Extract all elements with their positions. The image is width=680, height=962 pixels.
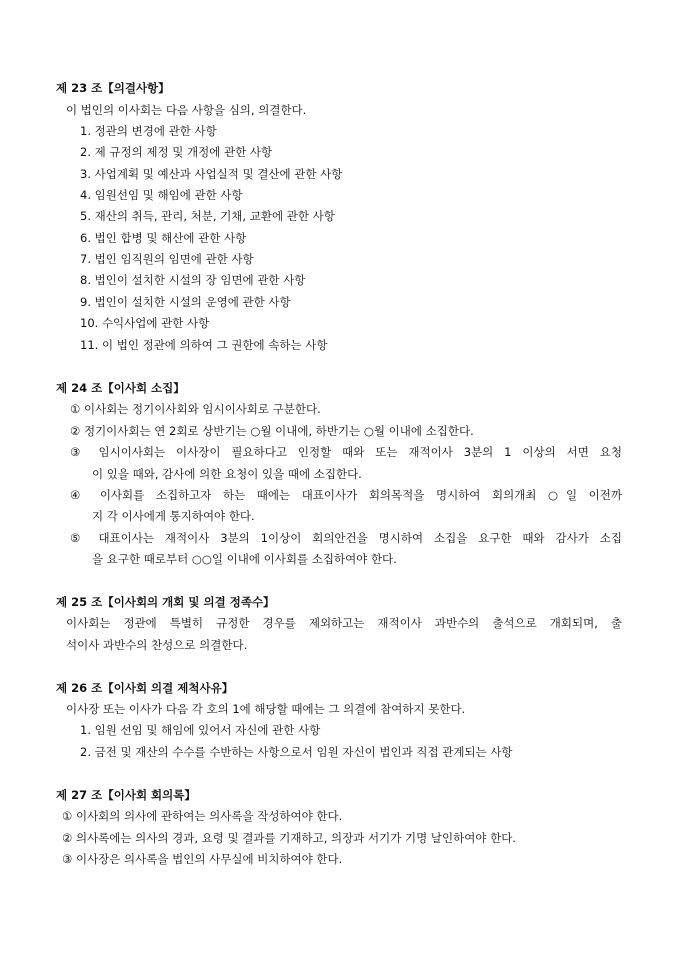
article-27-clause: ③ 이사장은 의사록을 법인의 사무실에 비치하여야 한다. xyxy=(62,852,343,866)
article-23-item: 2. 제 규정의 제정 및 개정에 관한 사항 xyxy=(80,145,273,159)
article-26-title: 제 26 조【이사회 의결 제척사유】 xyxy=(56,681,234,695)
article-24-clause-cont: 이 있을 때와, 감사에 의한 요청이 있을 때에 소집한다. xyxy=(92,467,362,481)
article-23-item: 6. 법인 합병 및 해산에 관한 사항 xyxy=(80,231,247,245)
article-27-clause: ① 이사회의 의사에 관하여는 의사록을 작성하여야 한다. xyxy=(62,809,343,823)
article-24-clause-cont: 지 각 이사에게 통지하여야 한다. xyxy=(92,509,255,523)
article-27-title: 제 27 조【이사회 회의록】 xyxy=(56,788,196,802)
article-23-item: 3. 사업계획 및 예산과 사업실적 및 결산에 관한 사항 xyxy=(80,167,343,181)
article-24-clause: ⑤ 대표이사는 재적이사 3분의 1이상이 회의안건을 명시하여 소집을 요구한 때와 감사가 소집 xyxy=(70,531,622,545)
article-24-clause-cont: 을 요구한 때로부터 ○○일 이내에 이사회를 소집하여야 한다. xyxy=(92,552,397,566)
article-23-title: 제 23 조【의결사항】 xyxy=(56,81,170,95)
article-26-item: 2. 금전 및 재산의 수수를 수반하는 사항으로서 임원 자신이 법인과 직접 관계되는 사항 xyxy=(80,745,513,759)
article-23-item: 1. 정관의 변경에 관한 사항 xyxy=(80,124,217,138)
article-24-clause: ③ 임시이사회는 이사장이 필요하다고 인정할 때와 또는 재적이사 3분의 1 이상의 서면 요청 xyxy=(70,445,622,459)
article-23-item: 5. 재산의 취득, 관리, 처분, 기채, 교환에 관한 사항 xyxy=(80,209,335,223)
article-27-clause: ② 의사록에는 의사의 경과, 요령 및 결과를 기재하고, 의장과 서기가 기명 날인하여야 한다. xyxy=(62,831,516,845)
article-26-item: 1. 임원 선임 및 해임에 있어서 자신에 관한 사항 xyxy=(80,723,321,737)
article-26-intro: 이사장 또는 이사가 다음 각 호의 1에 해당할 때에는 그 의결에 참여하지 못한다. xyxy=(66,702,466,716)
article-23-item: 9. 법인이 설치한 시설의 운영에 관한 사항 xyxy=(80,295,291,309)
article-23-item: 10. 수익사업에 관한 사항 xyxy=(80,316,210,330)
article-23-item: 4. 임원선임 및 해임에 관한 사항 xyxy=(80,188,243,202)
article-23-intro: 이 법인의 이사회는 다음 사항을 심의, 의결한다. xyxy=(66,103,307,117)
article-23-item: 8. 법인이 설치한 시설의 장 임면에 관한 사항 xyxy=(80,273,306,287)
article-24-clause: ② 정기이사회는 연 2회로 상반기는 ○월 이내에, 하반기는 ○월 이내에 소집한다. xyxy=(70,424,474,438)
article-24-title: 제 24 조【이사회 소집】 xyxy=(56,381,185,395)
article-24-clause: ④ 이사회를 소집하고자 하는 때에는 대표이사가 회의목적을 명시하여 회의개최 ○일 이전까 xyxy=(70,488,622,502)
article-23-item: 11. 이 법인 정관에 의하여 그 권한에 속하는 사항 xyxy=(80,338,328,352)
article-25-title: 제 25 조【이사회의 개회 및 의결 정족수】 xyxy=(56,595,275,609)
article-24-clause: ① 이사회는 정기이사회와 임시이사회로 구분한다. xyxy=(70,402,321,416)
article-25-text: 석이사 과반수의 찬성으로 의결한다. xyxy=(66,638,248,652)
article-25-text: 이사회는 정관에 특별히 규정한 경우를 제외하고는 재적이사 과반수의 출석으로 개회되며, 출 xyxy=(66,616,622,630)
article-23-item: 7. 법인 임직원의 임면에 관한 사항 xyxy=(80,252,254,266)
